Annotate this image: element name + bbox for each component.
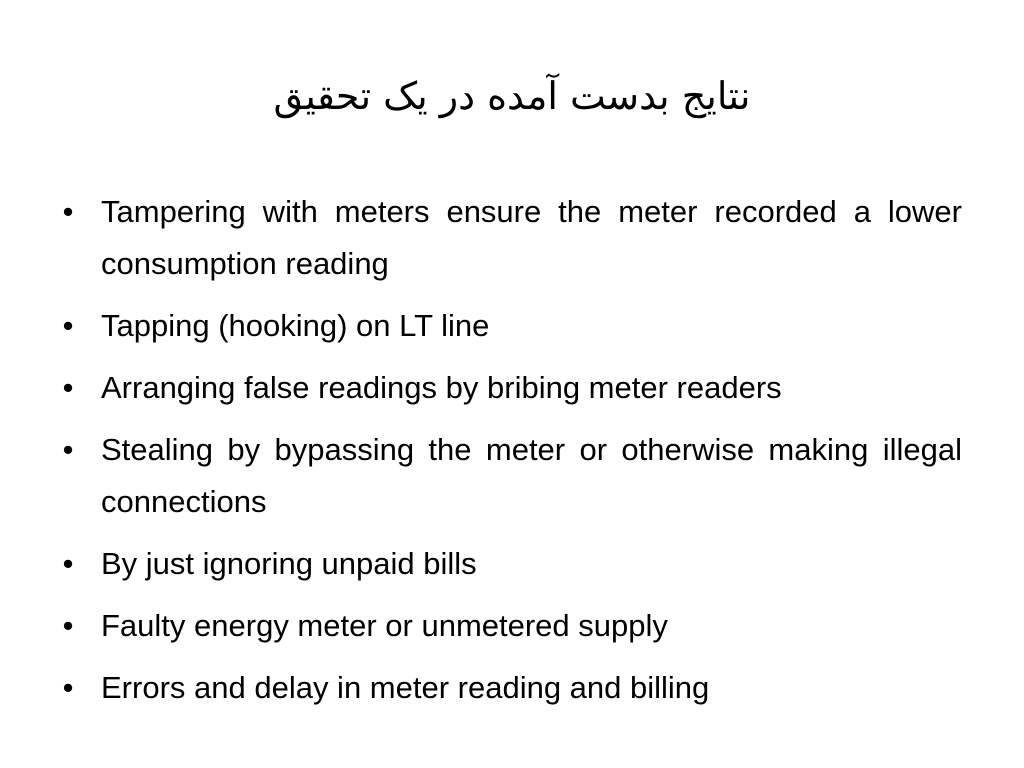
bullet-icon: • [62, 546, 74, 581]
bullet-text: Errors and delay in meter reading and billing [101, 670, 710, 705]
bullet-item [58, 362, 962, 414]
bullet-item [58, 600, 962, 652]
bullet-icon: • [62, 308, 74, 343]
bullet-text: Faulty energy meter or unmetered supply [101, 608, 668, 643]
bullet-icon: • [62, 194, 74, 229]
bullet-icon: • [62, 432, 74, 467]
bullet-list [58, 186, 962, 724]
bullet-text: Tampering with meters ensure the meter recorded a lower consumption reading [101, 194, 962, 281]
bullet-text: Stealing by bypassing the meter or otherwise making illegal connections [101, 432, 962, 519]
bullet-icon: • [62, 608, 74, 643]
bullet-text: Tapping (hooking) on LT line [101, 308, 490, 343]
bullet-icon: • [62, 670, 74, 705]
bullet-text: Arranging false readings by bribing meter readers [101, 370, 782, 405]
bullet-item [58, 538, 962, 590]
bullet-item [58, 186, 962, 290]
bullet-item [58, 424, 962, 528]
bullet-item [58, 662, 962, 714]
bullet-text: By just ignoring unpaid bills [101, 546, 477, 581]
slide-title: نتایج بدست آمده در یک تحقیق [273, 74, 751, 118]
bullet-item [58, 300, 962, 352]
bullet-icon: • [62, 370, 74, 405]
